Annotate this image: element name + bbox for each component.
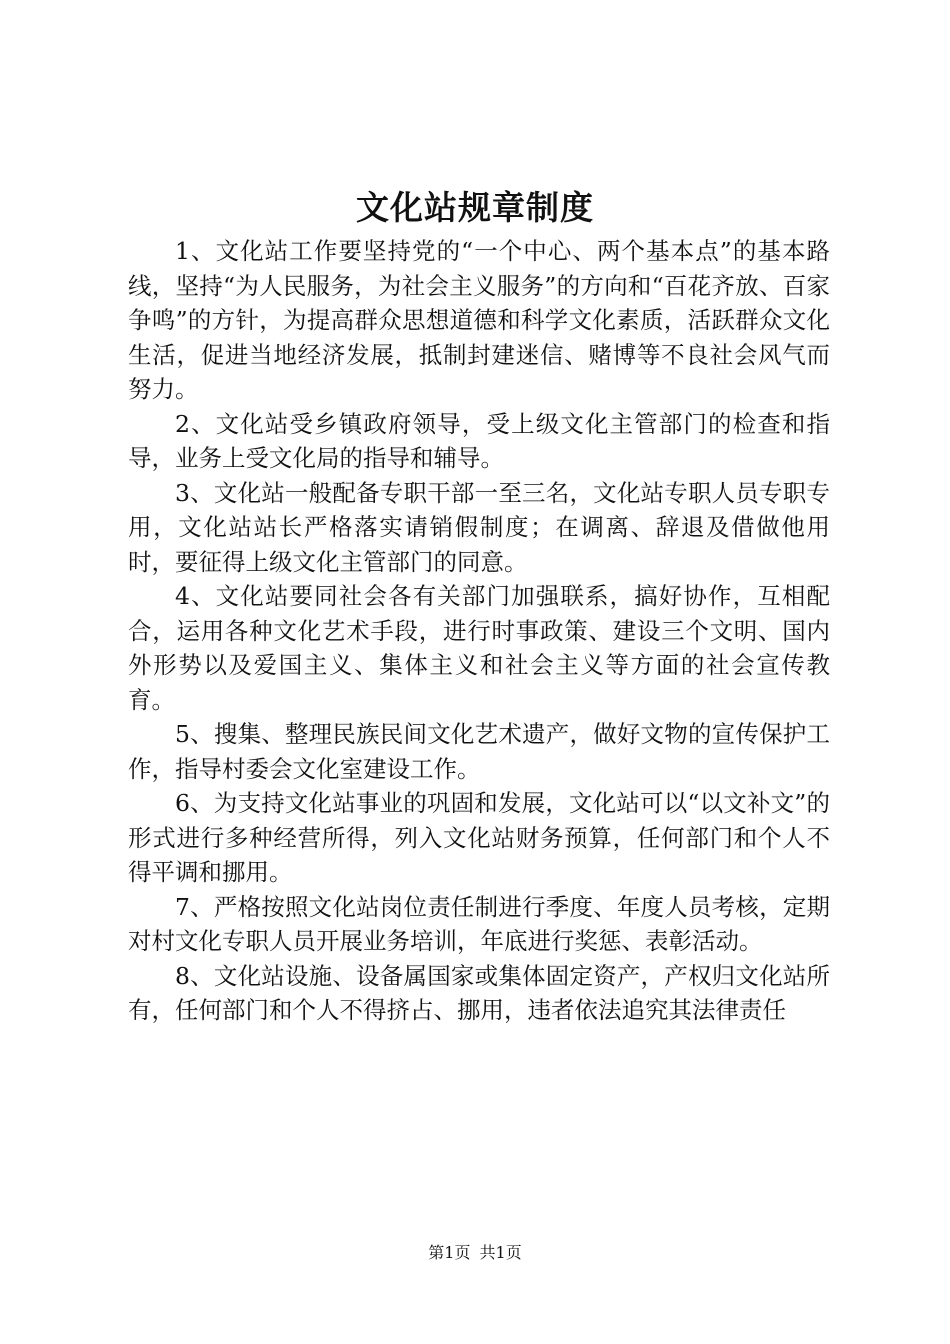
page-number-current: 第1页 xyxy=(428,1243,471,1262)
paragraph-6: 6、为支持文化站事业的巩固和发展，文化站可以“以文补文”的形式进行多种经营所得，列入文化站财务预算，任何部门和个人不得平调和挪用。 xyxy=(128,789,830,886)
document-body xyxy=(128,234,830,1028)
document-title: 文化站规章制度 xyxy=(356,188,594,227)
paragraph-3: 3、文化站一般配备专职干部一至三名，文化站专职人员专职专用，文化站站长严格落实请销假制度；在调离、辞退及借做他用时，要征得上级文化主管部门的同意。 xyxy=(128,478,830,576)
paragraph-7: 7、严格按照文化站岗位责任制进行季度、年度人员考核，定期对村文化专职人员开展业务培训，年底进行奖惩、表彰活动。 xyxy=(128,892,830,955)
paragraph-2: 2、文化站受乡镇政府领导，受上级文化主管部门的检查和指导，业务上受文化局的指导和辅导。 xyxy=(128,409,830,472)
paragraph-5: 5、搜集、整理民族民间文化艺术遗产，做好文物的宣传保护工作，指导村委会文化室建设工作。 xyxy=(128,720,830,783)
paragraph-8: 8、文化站设施、设备属国家或集体固定资产，产权归文化站所有，任何部门和个人不得挤占、挪用，违者依法追究其法律责任 xyxy=(128,961,830,1024)
paragraph-1: 1、文化站工作要坚持党的“一个中心、两个基本点”的基本路线，坚持“为人民服务，为社会主义服务”的方向和“百花齐放、百家争鸣”的方针，为提高群众思想道德和科学文化素质，活跃群众文化生活，促进当地经济发展，抵制封建迷信、赌博等不良社会风气而努力。 xyxy=(128,237,830,403)
paragraph-4: 4、文化站要同社会各有关部门加强联系，搞好协作，互相配合，运用各种文化艺术手段，进行时事政策、建设三个文明、国内外形势以及爱国主义、集体主义和社会主义等方面的社会宣传教育。 xyxy=(128,582,830,714)
page-footer xyxy=(0,1241,950,1265)
page-number-total: 共1页 xyxy=(479,1243,522,1262)
